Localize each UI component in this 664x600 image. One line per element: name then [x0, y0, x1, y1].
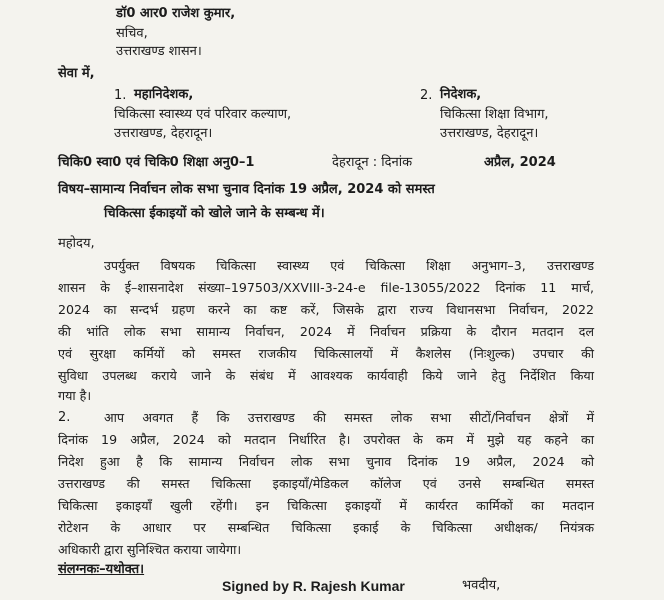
sender-name: डॉ0 आर0 राजेश कुमार, [116, 6, 236, 21]
paragraph-line: 2024 का सन्दर्भ ग्रहण करने का कष्ट करें, जिसके द्वारा राज्य विधानसभा निर्वाचन, 2022 [58, 302, 594, 317]
paragraph-line: शासन के ई–शासनादेश संख्या–197503/XXVIII-3-24-e file-13055/2022 दिनांक 11 मार्च, [58, 280, 594, 295]
paragraph-line: रोटेशन के आधार पर सम्बन्धित चिकित्सा इकाई के चिकित्सा अधीक्षक/ नियंत्रक [58, 520, 594, 535]
paragraph-line: आप अवगत हैं कि उत्तराखण्ड की समस्त लोक सभा सीटों/निर्वाचन क्षेत्रों में [104, 410, 594, 425]
paragraph-line: उत्तराखण्ड की समस्त चिकित्सा इकाइयाँ/मेडिकल कॉलेज एवं उनसे सम्बन्धित समस्त [58, 476, 594, 491]
sender-designation: सचिव, [116, 26, 148, 41]
recipient-line3: उत्तराखण्ड, देहरादून। [114, 126, 213, 141]
paragraph-line: की भांति लोक सभा सामान्य निर्वाचन, 2024 में निर्वाचन प्रक्रिया के दौरान मतदान दल [58, 324, 594, 339]
recipient-number: 1. [114, 88, 127, 103]
digital-signature: Signed by R. Rajesh Kumar [222, 578, 405, 594]
paragraph-line: दिनांक 19 अप्रैल, 2024 को मतदान निर्धारित है। उपरोक्त के कम में मुझे यह कहने का [58, 432, 594, 447]
subject-line-1: विषय–सामान्य निर्वाचन लोक सभा चुनाव दिनांक 19 अप्रैल, 2024 को समस्त [58, 182, 435, 197]
recipient-line2: चिकित्सा स्वास्थ्य एवं परिवार कल्याण, [114, 107, 292, 122]
recipient-title: निदेशक, [440, 87, 482, 102]
paragraph-number: 2. [58, 410, 71, 425]
subject-line-2: चिकित्सा ईकाइयों को खोले जाने के सम्बन्ध में। [104, 206, 325, 221]
place-date-label: देहरादून : दिनांक [332, 155, 413, 170]
section-reference: चिकि0 स्वा0 एवं चिकि0 शिक्षा अनु0–1 [58, 155, 255, 170]
paragraph-line: निदेश हुआ है कि सामान्य निर्वाचन लोक सभा चुनाव दिनांक 19 अप्रैल, 2024 को [58, 454, 594, 469]
date-value: अप्रैल, 2024 [484, 155, 556, 170]
to-label: सेवा में, [58, 66, 95, 81]
enclosure-note: संलग्नकः–यथोक्त। [58, 562, 145, 577]
paragraph-line: एवं सुरक्षा कर्मियों को समस्त राजकीय चिकित्सालयों में कैशलेस (निःशुल्क) उपचार की [58, 346, 594, 361]
paragraph-line: उपर्युक्त विषयक चिकित्सा स्वास्थ्य एवं चिकित्सा शिक्षा अनुभाग–3, उत्तराखण्ड [104, 258, 594, 273]
paragraph-line: अधिकारी द्वारा सुनिश्चित कराया जायेगा। [58, 542, 242, 557]
recipient-title: महानिदेशक, [134, 87, 194, 102]
closing-text: भवदीय, [462, 578, 501, 593]
paragraph-line: चिकित्सा इकाइयाँ खुली रहेंगी। इन चिकित्सा इकाइयों में कार्यरत कार्मिकों का मतदान [58, 498, 594, 513]
recipient-number: 2. [420, 88, 433, 103]
paragraph-line: गया है। [58, 388, 92, 403]
sender-office: उत्तराखण्ड शासन। [116, 44, 202, 59]
recipient-line2: चिकित्सा शिक्षा विभाग, [440, 107, 549, 122]
salutation: महोदय, [58, 236, 95, 251]
recipient-line3: उत्तराखण्ड, देहरादून। [440, 126, 539, 141]
paragraph-line: सुविधा उपलब्ध कराये जाने के संबंध में आवश्यक कार्यवाही किये जाने हेतु निर्देशित किया [58, 368, 594, 383]
